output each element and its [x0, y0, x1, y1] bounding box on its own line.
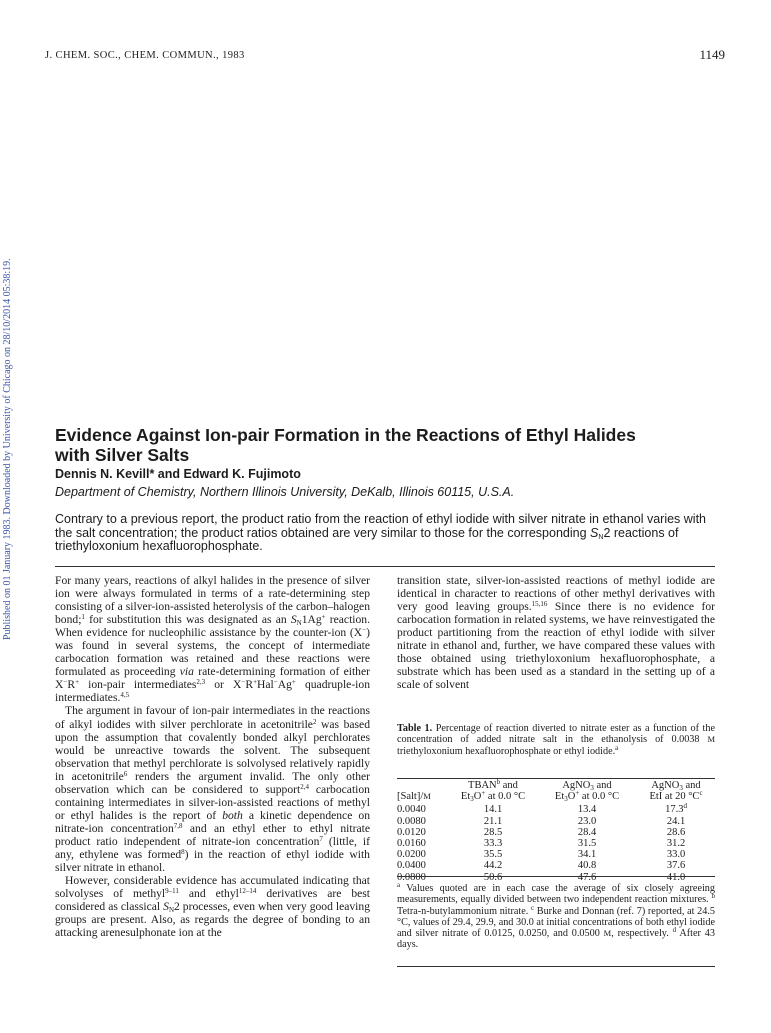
abstract-sn-subscript: N — [598, 533, 604, 541]
article-title-line-1: Evidence Against Ion-pair Formation in the Reactions of Ethyl Halides — [55, 425, 636, 445]
body-left-column — [55, 574, 370, 939]
cell-tban-et3o: 35.5 — [483, 849, 503, 861]
cell-agno3-et3o: 23.0 — [577, 815, 597, 827]
data-table — [397, 780, 715, 883]
cell-tban-et3o: 44.2 — [483, 860, 503, 872]
cell-tban-et3o: 50.6 — [483, 871, 503, 883]
cell-agno3-et3o: 40.8 — [577, 860, 597, 872]
cell-agno3-eti: 17.3$^d$ — [665, 802, 687, 816]
table-header-row — [397, 780, 715, 804]
cell-salt: 0.0160 — [397, 838, 426, 850]
abstract-divider — [55, 566, 715, 567]
table-caption: Table 1. Percentage of reaction diverted to nitrate ester as a function of the concentration of added nitrate salt in the ethanolysis of 0.0038 M triethyloxonium hexafluorophosphate or ethyl iodide.$^a$ — [397, 723, 715, 757]
table-row — [397, 860, 715, 871]
header-tban-et3o: TBAN$^b$ and $Et_3O^+$ at 0.0 °C — [460, 778, 526, 804]
cell-agno3-et3o: 31.5 — [577, 838, 597, 850]
abstract-text-2: 2 reactions of triethyloxonium hexafluorophosphate. — [55, 525, 679, 553]
table-end-rule — [397, 966, 715, 967]
publication-sidebar-note[interactable]: Published on 01 January 1983. Downloaded by University of Chicago on 28/10/2014 05:38:19. — [2, 258, 13, 640]
table-body — [397, 804, 715, 882]
cell-agno3-et3o: 34.1 — [577, 849, 597, 861]
cell-salt: 0.0040 — [397, 804, 426, 816]
abstract-text-1: Contrary to a previous report, the product ratio from the reaction of ethyl iodide with silver nitrate in ethanol varies with the salt concentration; the product ratios obtained are very similar to those for the corresponding — [55, 512, 707, 540]
cell-agno3-eti: 37.6 — [666, 860, 686, 872]
cell-agno3-eti: 31.2 — [666, 838, 686, 850]
header-agno3-et3o: AgNO$_3$ and $Et_3O^+$ at 0.0 °C — [554, 780, 620, 804]
cell-salt: 0.0080 — [397, 815, 426, 827]
cell-agno3-eti: 24.1 — [666, 815, 686, 827]
body-paragraph-3: However, considerable evidence has accumulated indicating that solvolyses of methyl$^{9-11}$ and ethyl$^{12-14}$ derivatives are best considered as classical $S_N2$ processes, even when very good leaving groups are present. Also, as regards the degree of bonding to an attacking arenesulphonate ion at the — [55, 874, 371, 940]
header-agno3-eti: AgNO$_3$ and EtI at 20 $^\circ C^c$ — [649, 780, 703, 803]
table-row — [397, 838, 715, 849]
cell-tban-et3o: 14.1 — [483, 804, 503, 816]
table-row — [397, 827, 715, 838]
body-paragraph-4: transition state, silver-ion-assisted reactions of methyl iodide are identical in character to reactions of other methyl derivatives with very good leaving groups.$^{15,16}$ Since there is no evidence for carbocation formation in related systems, we have reinvestigated the product partitioning from the reaction of ethyl iodide with silver nitrate in ethanol and, further, we have compared these values with those obtained using triethyloxonium hexafluorophosphate, a substrate which has been used as a standard in the setting up of a scale of solvent — [397, 574, 715, 692]
table-row — [397, 872, 715, 883]
table-top-rule — [397, 778, 715, 779]
cell-tban-et3o: 28.5 — [483, 826, 503, 838]
cell-salt: 0.0800 — [397, 871, 426, 883]
cell-agno3-eti: 33.0 — [666, 849, 686, 861]
cell-agno3-et3o: 47.6 — [577, 871, 597, 883]
table-caption-label: Table 1. — [397, 723, 433, 734]
table-row — [397, 804, 715, 815]
body-right-column — [397, 574, 715, 691]
cell-agno3-eti: 28.6 — [666, 826, 686, 838]
article-affiliation: Department of Chemistry, Northern Illinois University, DeKalb, Illinois 60115, U.S.A. — [55, 485, 515, 499]
cell-tban-et3o: 33.3 — [483, 838, 503, 850]
cell-tban-et3o: 21.1 — [483, 815, 503, 827]
page-number: 1149 — [699, 47, 725, 62]
table-row — [397, 849, 715, 860]
article-title — [55, 425, 735, 465]
table-footnotes: $^a$ Values quoted are in each case the average of six closely agreeing measurements, equally divided between two independent reaction mixtures. $^b$ Tetra-n-butylammonium nitrate. $^c$ Burke and Donnan (ref. 7) reported, at 24.5 °C, values of 29.4, 29.9, and 30.0 at initial concentrations of both ethyl iodide and silver nitrate of 0.0125, 0.0250, and 0.0500 M, respectively. $^d$ After 43 days. — [397, 881, 715, 951]
cell-agno3-eti: 41.0 — [666, 871, 686, 883]
running-header-journal: J. CHEM. SOC., CHEM. COMMUN., 1983 — [45, 50, 245, 61]
cell-agno3-et3o: 13.4 — [577, 804, 597, 816]
table-bottom-rule — [397, 876, 715, 877]
cell-salt: 0.0120 — [397, 826, 426, 838]
article-title-line-2: with Silver Salts — [55, 445, 190, 465]
cell-salt: 0.0200 — [397, 849, 426, 861]
header-salt-concentration: [Salt]/M — [397, 791, 431, 803]
body-paragraph-1: For many years, reactions of alkyl halides in the presence of silver ion were always formulated in terms of a rate-determining step consisting of a silver-ion-assisted heterolysis of the carbon–halogen bond;$^1$ for substitution this was designated as an $S_N1Ag^+$ reaction. When evidence for nucleophilic assistance by the counter-ion (X−) was found in several systems, the concept of intermediate carbocation formation was retained and these reactions were formulated as proceeding via rate-determining formation of either X−R+ ion-pair intermediates$^{2,3}$ or X−R+Hal−Ag+ quadruple-ion intermediates.$^{4,5}$ — [55, 574, 371, 705]
article-abstract — [55, 513, 715, 554]
abstract-sn-symbol: S — [590, 525, 599, 540]
cell-salt: 0.0400 — [397, 860, 426, 872]
cell-agno3-et3o: 28.4 — [577, 826, 597, 838]
article-authors: Dennis N. Kevill* and Edward K. Fujimoto — [55, 467, 301, 481]
table-row — [397, 816, 715, 827]
body-paragraph-2: The argument in favour of ion-pair intermediates in the reactions of alkyl iodides with silver perchlorate in acetonitrile$^2$ was based upon the assumption that covalently bonded alkyl perchlorates would be unreactive towards the solvent. The subsequent observation that methyl perchlorate is solvolysed relatively rapidly in acetonitrile$^6$ renders the argument invalid. The only other observation which can be considered to support$^{2,4}$ carbocation containing intermediates in silver-ion-assisted reactions of methyl or ethyl halides is the report of both a kinetic dependence on nitrate-ion concentration$^{7,8}$ and an ethyl ether to ethyl nitrate product ratio independent of nitrate-ion concentration$^7$ (little, if any, ethylene was formed$^8$) in the reaction of ethyl iodide with silver nitrate in ethanol. — [55, 704, 371, 875]
